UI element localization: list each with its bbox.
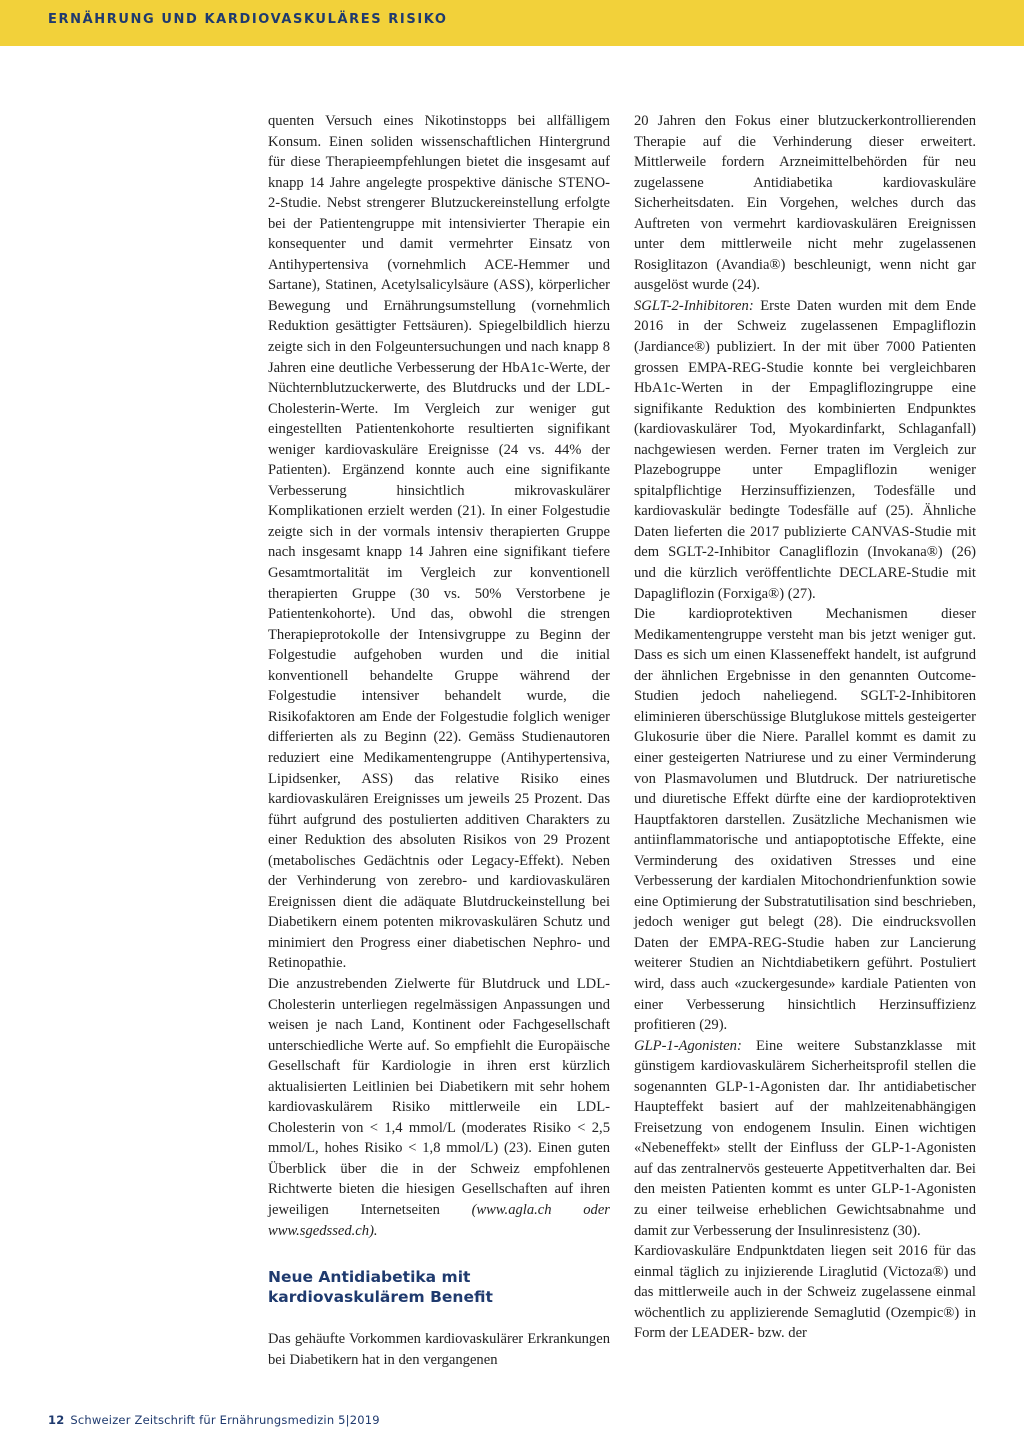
paragraph: Kardiovaskuläre Endpunktdaten liegen seit 2016 für das einmal täglich zu injizierende Liraglutid (Victoza®) und das mittlerweile auch in der Schweiz zugelassene einmal wöchentlich zu applizierende Semaglutid (Ozempic®) in Form der LEADER- bzw. der [634,1243,976,1342]
right-column [634,111,976,1344]
page-number: 12 [48,1413,65,1427]
paragraph: Die kardioprotektiven Mechanismen dieser Medikamentengruppe versteht man bis jetzt weniger gut. Dass es sich um einen Klasseneffekt handelt, ist aufgrund der ähnlichen Ergebnisse in den genannten Outcome-Studien jedoch naheliegend. SGLT-2-Inhibitoren eliminieren überschüssige Blutglukose mittels gesteigerter Glukosurie über die Niere. Parallel kommt es damit zu einer gesteigerten Natriurese und zu einer Verminderung von Plasmavolumen und Blutdruck. Der natriuretische und diuretische Effekt dürfte eine der kardioprotektiven Hauptfaktoren darstellen. Zusätzliche Mechanismen wie antiinflammatorische und antiapoptotische Effekte, eine Verminderung des oxidativen Stresses und eine Verbesserung der kardialen Mitochondrienfunktion sowie eine Optimierung der Substratutilisation sind beschrieben, jedoch weniger gut belegt (28). Die eindrucksvollen Daten der EMPA-REG-Studie haben zur Lancierung weiterer Studien an Nichtdiabetikern geführt. Postuliert wird, dass auch «zuckergesunde» kardiale Patienten von einer Verbesserung hinsichtlich Herzinsuffizienz profitieren (29). [634,606,976,1034]
paragraph: 20 Jahren den Fokus einer blutzuckerkontrollierenden Therapie auf die Verhinderung dieser erweitert. Mittlerweile fordern Arzneimittelbehörden für neu zugelassene Antidiabetika kardiovaskuläre Sicherheitsdaten. Ein Vorgehen, welches durch das Auftreten von vermehrt kardiovaskulären Ereignissen unter dem mittlerweile nicht mehr zugelassenen Rosiglitazon (Avandia®) beschleunigt, wenn nicht gar ausgelöst wurde (24). [634,113,976,294]
paragraph [634,1036,976,1241]
paragraph-text: Die anzustrebenden Zielwerte für Blutdruck und LDL-Cholesterin unterliegen regelmässigen Anpassungen und weisen je nach Land, Kontinent oder Fachgesellschaft unterschiedliche Werte auf. So empfiehlt die Europäische Gesellschaft für Kardiologie in ihren erst kürzlich aktualisierten Leitlinien bei Diabetikern mit sehr hohem kardiovaskulärem Risiko mittlerweile ein LDL-Cholesterin von < 1,4 mmol/L (moderates Risiko < 2,5 mmol/L, hohes Risiko < 1,8 mmol/L) (23). Einen guten Überblick über die in der Schweiz empfohlenen Richtwerte bieten die hiesigen Gesellschaften auf ihren jeweiligen Internetseiten [268,975,610,1218]
paragraph [634,296,976,604]
paragraph [268,974,610,1241]
paragraph: quenten Versuch eines Nikotinstopps bei allfälligem Konsum. Einen soliden wissenschaftlichen Hintergrund für diese Therapieempfehlungen bietet die insgesamt auf knapp 14 Jahre angelegte prospektive dänische STENO-2-Studie. Nebst strengerer Blutzuckereinstellung erfolgte bei der Patientengruppe mit intensivierter Therapie ein konsequenter und damit vermehrter Einsatz von Antihypertensiva (vornehmlich ACE-Hemmer und Sartane), Statinen, Acetylsalicylsäure (ASS), körperlicher Bewegung und Ernährungsumstellung (vornehmlich Reduktion gesättigter Fettsäuren). Spiegelbildlich hierzu zeigte sich in den Folgeuntersuchungen und nach knapp 8 Jahren eine deutliche Verbesserung der HbA1c-Werte, der Nüchternblutzuckerwerte, des Blutdrucks und der LDL-Cholesterin-Werte. Im Vergleich zur weniger gut eingestellten Patientenkohorte resultierten signifikant weniger kardiovaskuläre Ereignisse (24 vs. 44% der Patienten). Ergänzend konnte auch eine signifikante Verbesserung hinsichtlich mikrovaskulärer Komplikationen erzielt werden (21). In einer Folgestudie zeigte sich in der vormals intensiv therapierten Gruppe nach insgesamt knapp 14 Jahren eine signifikant tiefere Gesamtmortalität im Vergleich zur konventionell therapierten Gruppe (30 vs. 50% Verstorbene je Patientenkohorte). Und das, obwohl die strengen Therapieprotokolle der Intensivgruppe zu Beginn der Folgestudie aufgehoben wurden und die initial konventionell behandelte Gruppe während der Folgestudie intensiver behandelt wurde, die Risikofaktoren am Ende der Folgestudie folglich weniger differierten als zu Beginn (22). Gemäss Studienautoren reduziert eine Medikamentengruppe (Antihypertensiva, Lipidsenker, ASS) das relative Risiko eines kardiovaskulären Ereignisses um jeweils 25 Prozent. Das führt aufgrund des postulierten additiven Charakters zu einer Reduktion des absoluten Risikos von 29 Prozent (metabolisches Gedächtnis oder Legacy-Effekt). Neben der Verhinderung von zerebro- und kardiovaskulären Ereignissen dient die adäquate Blutdruckeinstellung bei Diabetikern einem potenten mikrovaskulären Schutz und minimiert den Progress einer diabetischen Nephro- und Retinopathie. [268,113,610,972]
header-banner [0,0,1024,46]
page-footer [48,1413,380,1427]
paragraph-text: Eine weitere Substanzklasse mit günstigem kardiovaskulärem Sicherheitsprofil stellen die sogenannten GLP-1-Agonisten dar. Ihr antidiabetischer Haupteffekt basiert auf der mahlzeitenabhängigen Freisetzung von endogenem Insulin. Einen wichtigen «Nebeneffekt» stellt der Einfluss der GLP-1-Agonisten auf das zentralnervös gesteuerte Appetitverhalten dar. Bei den meisten Patienten kommt es unter GLP-1-Agonisten zu einer teilweise erheblichen Gewichtsabnahme und damit zur Verbesserung der Insulinresistenz (30). [634,1037,976,1239]
paragraph: Das gehäufte Vorkommen kardiovaskulärer Erkrankungen bei Diabetikern hat in den vergangenen [268,1331,610,1368]
paragraph-label: SGLT-2-Inhibitoren: [634,297,754,314]
paragraph-text: Erste Daten wurden mit dem Ende 2016 in der Schweiz zugelassenen Empagliflozin (Jardiance®) publiziert. In der mit über 7000 Patienten grossen EMPA-REG-Studie konnte bei vergleichbaren HbA1c-Werten in der Empagliflozingruppe eine signifikante Reduktion des kombinierten Endpunktes (kardiovaskulärer Tod, Myokardinfarkt, Schlaganfall) nachgewiesen werden. Ferner traten im Vergleich zur Plazebogruppe unter Empagliflozin weniger spitalpflichtige Herzinsuffizienzen, Todesfälle und kardiovaskulär bedingte Todesfälle auf (25). Ähnliche Daten lieferten die 2017 publizierte CANVAS-Studie mit dem SGLT-2-Inhibitor Canagliflozin (Invokana®) (26) und die kürzlich veröffentlichte DECLARE-Studie mit Dapagliflozin (Forxiga®) (27). [634,297,976,602]
paragraph-label: GLP-1-Agonisten: [634,1037,742,1054]
section-heading: Neue Antidiabetika mit kardiovaskulärem Benefit [268,1268,493,1307]
left-column [268,111,610,1370]
journal-name: Schweizer Zeitschrift für Ernährungsmedizin 5|2019 [70,1413,380,1427]
website-links: (www.agla.ch oder www.sgedssed.ch). [268,1201,610,1239]
section-title: ERNÄHRUNG UND KARDIOVASKULÄRES RISIKO [48,12,448,27]
